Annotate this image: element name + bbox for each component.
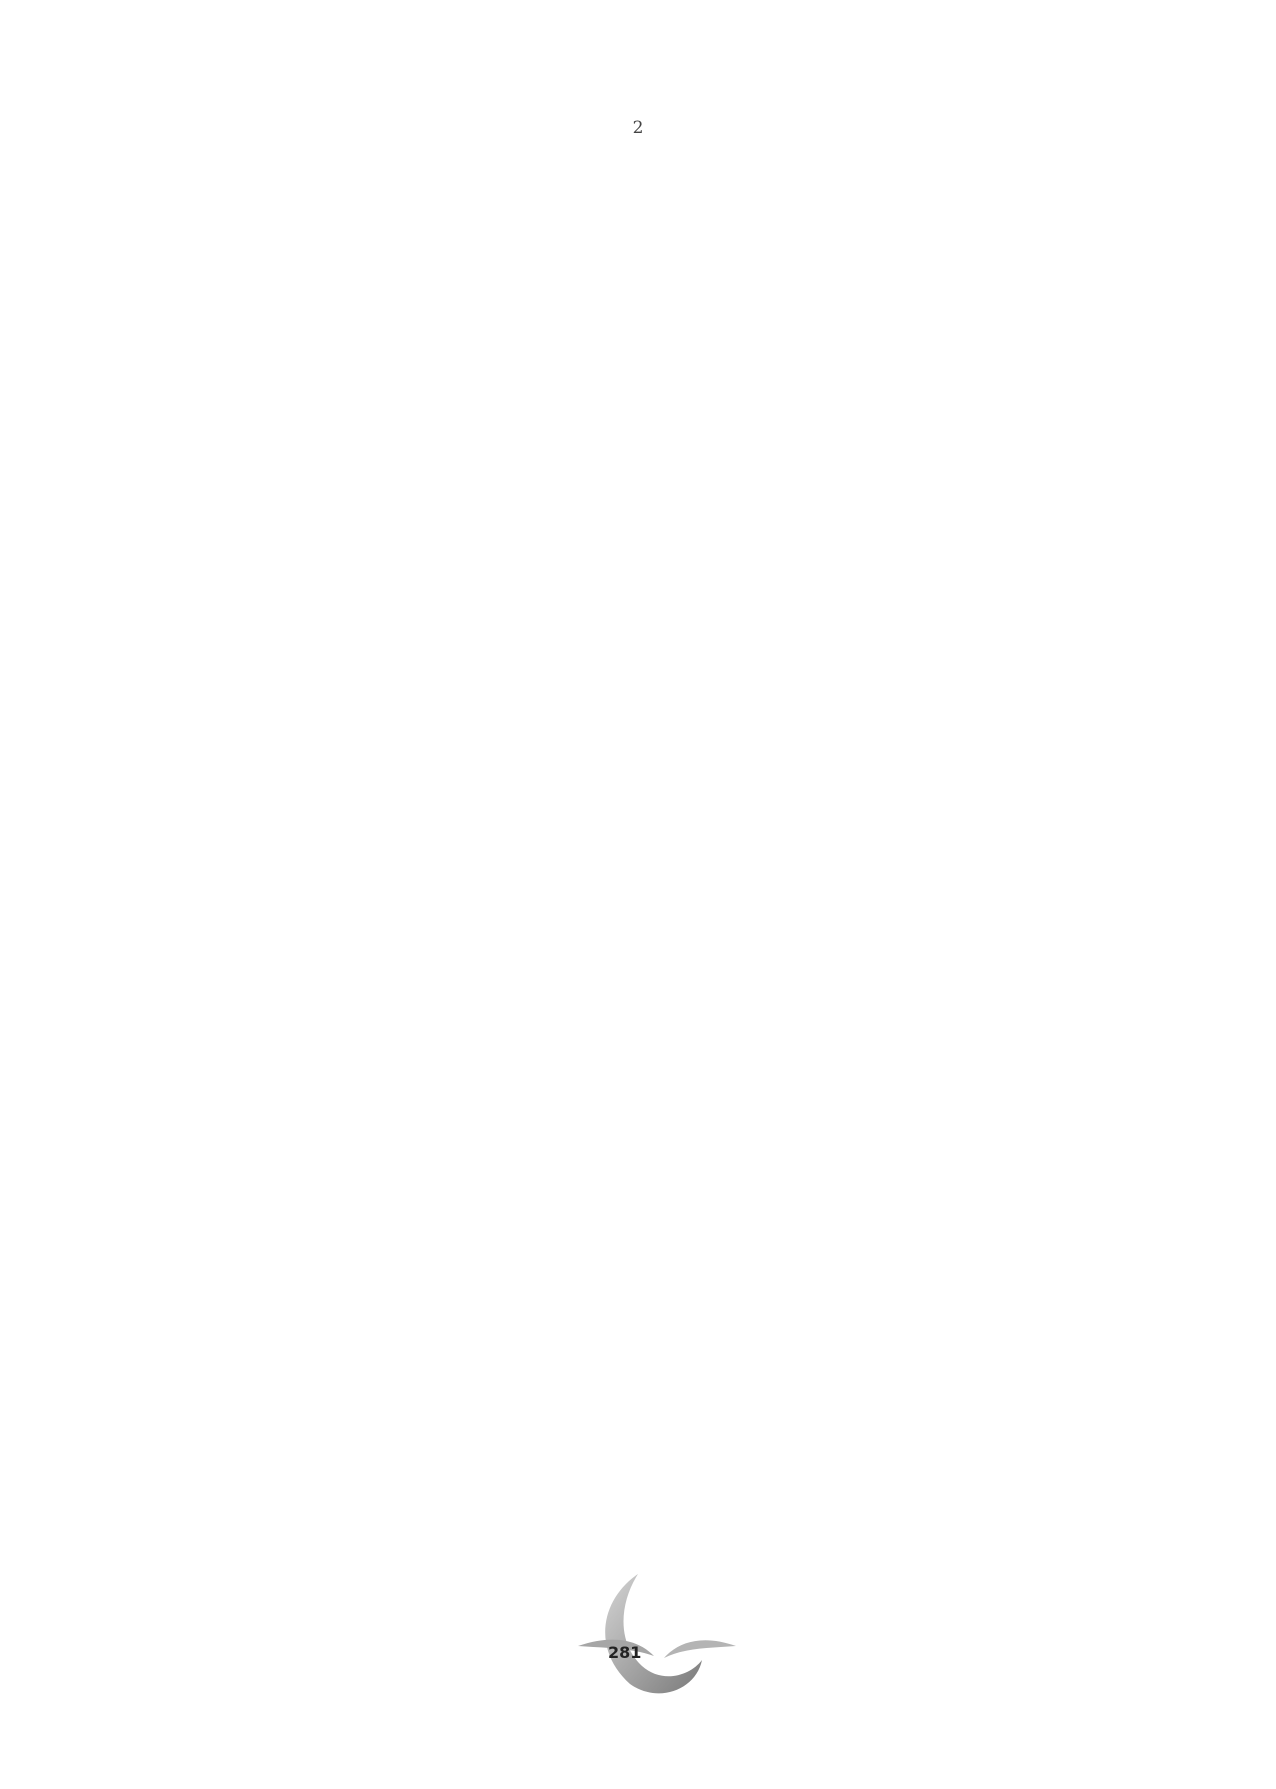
paragraph-rule-3-continued (184, 678, 1136, 727)
footer-page-number: 281 (608, 1643, 642, 1662)
paragraph-section-2 (184, 482, 1136, 531)
paragraph-case-6 (184, 384, 1136, 433)
swirl-logo-icon (578, 1572, 738, 1702)
paragraph-rule-4 (184, 727, 1136, 776)
document-body (184, 188, 1136, 776)
paragraph-rule-1 (184, 531, 1136, 580)
paragraph-case-2 (184, 188, 1136, 237)
paragraph-case-7 (184, 433, 1136, 482)
paragraph-rule-2 (184, 580, 1136, 629)
paragraph-case-5 (184, 335, 1136, 384)
page-number-top: 2 (632, 118, 644, 138)
paragraph-case-4 (184, 286, 1136, 335)
paragraph-rule-3 (184, 629, 1136, 678)
paragraph-case-3 (184, 237, 1136, 286)
